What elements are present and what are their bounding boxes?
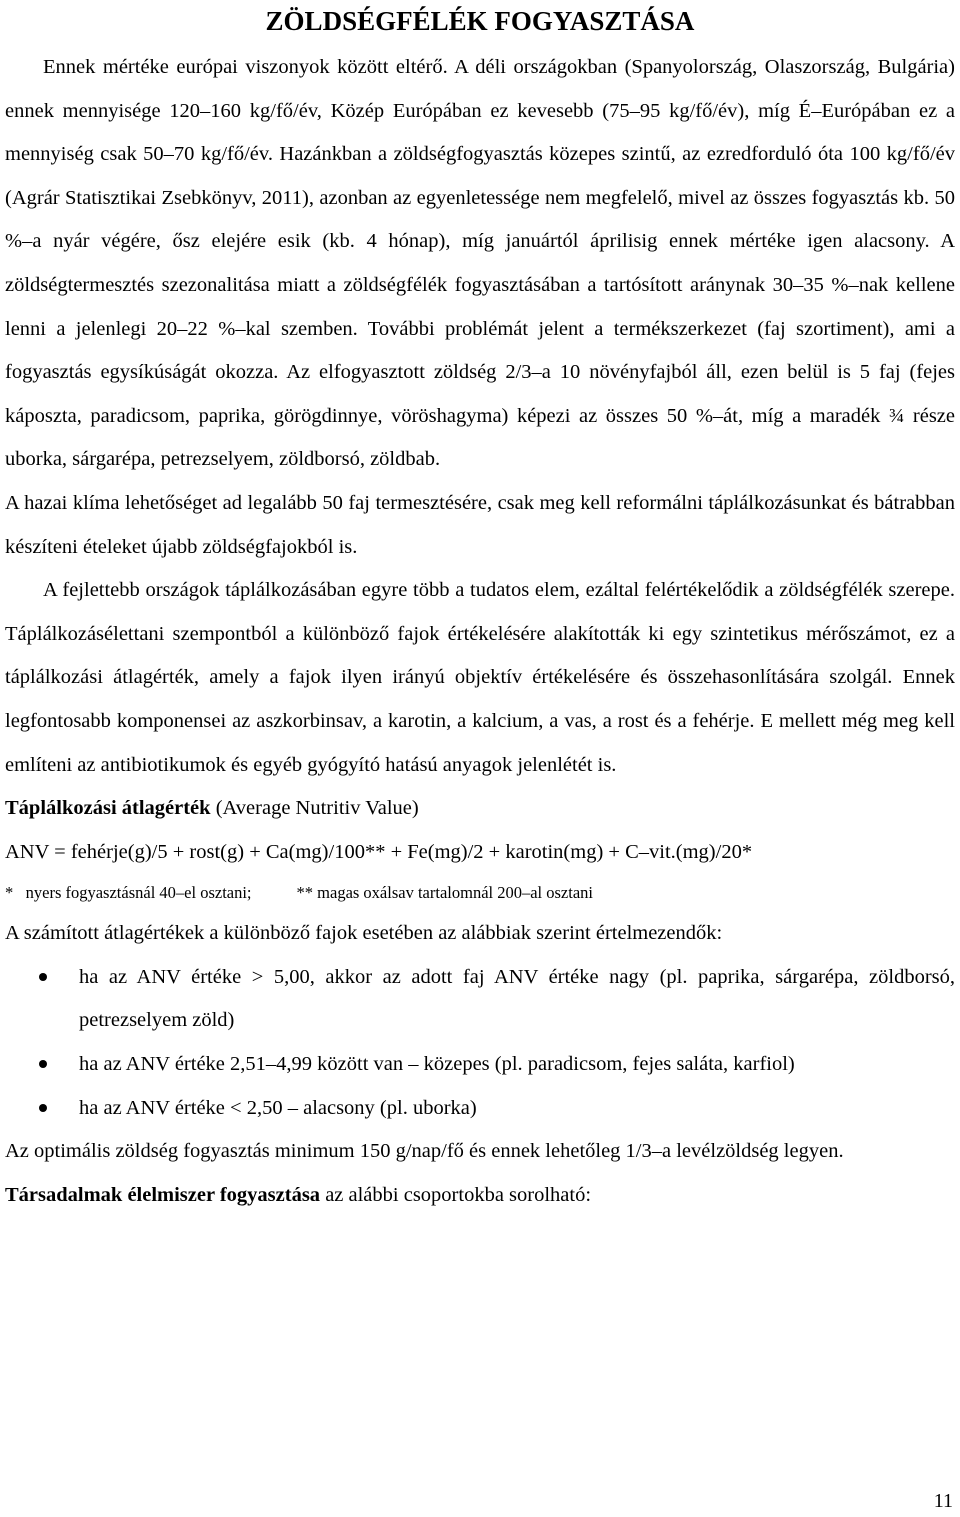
page-number: 11 xyxy=(933,1490,953,1512)
paragraph-climate: A hazai klíma lehetőséget ad legalább 50 faj termesztésére, csak meg kell reformálni táplálkozásunkat és bátrabban készíteni ételeket újabb zöldségfajokból is. xyxy=(5,491,955,558)
page-title: ZÖLDSÉGFÉLÉK FOGYASZTÁSA xyxy=(265,6,695,36)
paragraph-consumption: Ennek mértéke európai viszonyok között eltérő. A déli országokban (Spanyolország, Olaszország, Bulgária) ennek mennyisége 120–160 kg/fő/év, Közép Európában ez kevesebb (75–95 kg/fő/év), míg É–Európában ez a mennyiség csak 50–70 kg/fő/év. Hazánkban a zöldségfogyasztás közepes szintű, az ezredforduló óta 100 kg/fő/év (Agrár Statisztikai Zsebkönyv, 2011), azonban az egyenletessége nem megfelelő, mivel az összes fogyasztás kb. 50 %–a nyár végére, ősz elejére esik (kb. 4 hónap), míg januártól áprilisig ennek mértéke igen alacsony. A zöldségtermesztés szezonalitása miatt a zöldségfélék fogyasztásában a tartósított aránynak 30–35 %–nak kellene lenni a jelenlegi 20–22 %–kal szemben. További problémát jelent a termékszerkezet (faj szortiment), ami a fogyasztás egysíkúságát okozza. Az elfogyasztott zöldség 2/3–a 10 növényfajból áll, ezen belül is 5 faj (fejes káposzta, paradicsom, paprika, görögdinnye, vöröshagyma) képezi az összes 50 %–át, míg a maradék ¾ része uborka, sárgarépa, petrezselyem, zöldborsó, zöldbab. xyxy=(5,56,955,471)
anv-interpretation-list xyxy=(5,956,955,1130)
paragraph-societies xyxy=(5,1174,955,1218)
document-page xyxy=(5,0,955,1217)
list-item: ha az ANV értéke < 2,50 – alacsony (pl. uborka) xyxy=(5,1087,955,1131)
footnote-oxalic: ** magas oxálsav tartalomnál 200–al osztani xyxy=(296,883,593,903)
anv-heading-bold: Táplálkozási átlagérték xyxy=(5,797,211,820)
footnote-raw: * nyers fogyasztásnál 40–el osztani; xyxy=(5,883,252,903)
bullet-icon xyxy=(39,1104,47,1112)
bullet-icon xyxy=(39,1060,47,1068)
formula-footnotes xyxy=(5,874,955,912)
societies-rest: az alábbi csoportokba sorolható: xyxy=(320,1183,592,1206)
anv-formula: ANV = fehérje(g)/5 + rost(g) + Ca(mg)/100** + Fe(mg)/2 + karotin(mg) + C–vit.(mg)/20* xyxy=(5,840,753,863)
interpretation-intro: A számított átlagértékek a különböző fajok esetében az alábbiak szerint értelmezendők: xyxy=(5,922,723,945)
societies-bold: Társadalmak élelmiszer fogyasztása xyxy=(5,1183,321,1206)
anv-heading-rest: (Average Nutritiv Value) xyxy=(210,797,419,820)
list-item: ha az ANV értéke > 5,00, akkor az adott faj ANV értéke nagy (pl. paprika, sárgarépa, zöldborsó, petrezselyem zöld) xyxy=(5,956,955,1043)
paragraph-optimal: Az optimális zöldség fogyasztás minimum 150 g/nap/fő és ennek lehetőleg 1/3–a levélzöldség legyen. xyxy=(5,1140,844,1163)
list-item: ha az ANV értéke 2,51–4,99 között van – közepes (pl. paradicsom, fejes saláta, karfiol) xyxy=(5,1043,955,1087)
paragraph-nutrition: A fejlettebb országok táplálkozásában egyre több a tudatos elem, ezáltal felértékelődik a zöldségfélék szerepe. Táplálkozásélettani szempontból a különböző fajok értékelésére alakították ki egy szintetikus mérőszámot, ez a táplálkozási átlagérték, amely a fajok ilyen irányú objektív értékelésére és összehasonlítására szolgál. Ennek legfontosabb komponensei az aszkorbinsav, a karotin, a kalcium, a vas, a rost és a fehérje. E mellett még meg kell említeni az antibiotikumok és egyéb gyógyító hatású anyagok jelenlétét is. xyxy=(5,579,955,776)
anv-heading xyxy=(5,787,955,831)
bullet-icon xyxy=(39,973,47,981)
